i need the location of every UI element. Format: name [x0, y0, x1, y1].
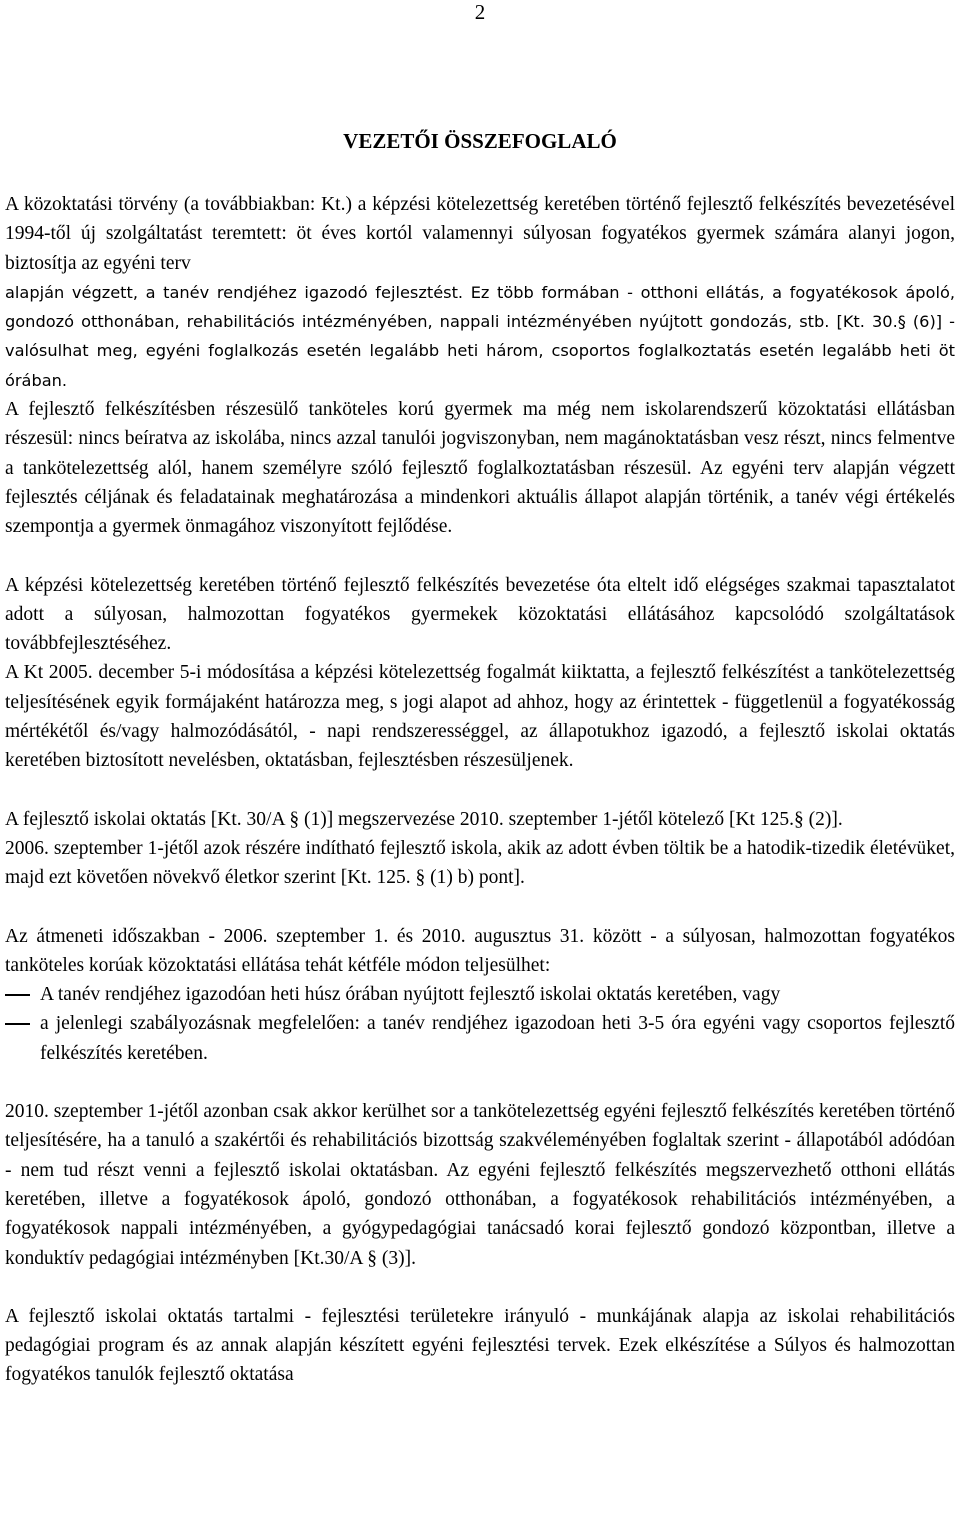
paragraph-gap: [5, 776, 955, 805]
paragraph-development-prep: A fejlesztő felkészítésben részesülő tanköteles korú gyermek ma még nem iskolarendszerű közoktatási ellátásban részesül: nincs beíratva az iskolába, nincs azzal tanulói jogviszonyban, nem magánoktatásban vesz részt, nincs felmentve a tankötelezettség alól, hanem személyre szóló fejlesztő foglalkoztatásban részesül. Az egyéni terv alapján végzett fejlesztés céljának és feladatainak meghatározása a mindenkori aktuális állapot alapján történik, a tanév végi értékelés szempontja a gyermek önmagához viszonyított fejlődése.: [5, 399, 955, 538]
list-item-text: a jelenlegi szabályozásnak megfelelően: a tanév rendjéhez igazodoan heti 3-5 óra egyéni vagy csoportos fejlesztő felkészítés keretében.: [40, 1013, 955, 1064]
paragraph-from-2010: 2010. szeptember 1-jétől azonban csak akkor kerülhet sor a tankötelezettség egyéni fejlesztő felkészítés keretében történő teljesítésére, ha a tanuló a szakértői és rehabilitációs bizottság szakvéleményében foglaltak szerint - állapotából adódóan - nem tud részt venni a fejlesztő iskolai oktatásban. Az egyéni fejlesztő felkészítés megszervezhető otthoni ellátás keretében, illetve a fogyatékosok ápoló, gondozó otthonában, a fogyatékosok rehabilitációs intézményében, a fogyatékosok nappali intézményében, a gyógypedagógiai tanácsadó korai fejlesztő gondozó központban, illetve a konduktív pedagógiai intézményben [Kt.30/A § (3)].: [5, 1101, 955, 1269]
list-item-text: A tanév rendjéhez igazodóan heti húsz órában nyújtott fejlesztő iskolai oktatás keretében, vagy: [40, 984, 781, 1006]
paragraph-intro: A közoktatási törvény (a továbbiakban: Kt.) a képzési kötelezettség keretében történő fejlesztő felkészítés bevezetésével 1994-től új szolgáltatást teremtett: öt éves kortól valamennyi súlyosan fogyatékos gyermek számára alanyi jogon, biztosítja az egyéni terv: [5, 194, 955, 274]
paragraph-gap: [5, 1068, 955, 1097]
paragraph-gap: [5, 1273, 955, 1302]
paragraph-intro-continued: alapján végzett, a tanév rendjéhez igazodó fejlesztést. Ez több formában - otthoni ellátás, a fogyatékosok ápoló, gondozó otthonában, rehabilitációs intézményében, nappali intézményében nyújtott gondozás, stb. [Kt. 30.§ (6)] - valósulhat meg, egyéni foglalkozás esetén legalább heti három, csoportos foglalkoztatás esetén legalább heti öt órában.: [5, 282, 955, 390]
page-number: 2: [474, 0, 486, 24]
paragraph-transition-period: Az átmeneti időszakban - 2006. szeptember 1. és 2010. augusztus 31. között - a súlyosan, halmozottan fogyatékos tanköteles korúak közoktatási ellátása tehát kétféle módon teljesülhet:: [5, 925, 955, 976]
paragraph-mandatory-2010: A fejlesztő iskolai oktatás [Kt. 30/A § (1)] megszervezése 2010. szeptember 1-jétől kötelező [Kt 125.§ (2)].: [5, 808, 843, 830]
paragraph-start-2006: 2006. szeptember 1-jétől azok részére indítható fejlesztő iskola, akik az adott évben töltik be a hatodik-tizedik életévüket, majd ezt követően növekvő életkor szerint [Kt. 125. § (1) b) pont].: [5, 837, 955, 889]
paragraph-content-basis: A fejlesztő iskolai oktatás tartalmi - fejlesztési területekre irányuló - munkájának alapja az iskolai rehabilitációs pedagógiai program és az annak alapján készített egyéni fejlesztési tervek. Ezek elkészítése a Súlyos és halmozottan fogyatékos tanulók fejlesztő oktatása: [5, 1305, 955, 1386]
dash-bullet-icon: [5, 980, 40, 1009]
list-item: [5, 1009, 955, 1068]
paragraph-gap: [5, 893, 955, 922]
dash-bullet-icon: [5, 1009, 40, 1068]
section-title: VEZETŐI ÖSSZEFOGLALÓ: [343, 129, 617, 153]
paragraph-gap: [5, 542, 955, 571]
list-item: [5, 980, 955, 1009]
document-body: [5, 190, 955, 1390]
transition-options-list: [5, 980, 955, 1068]
paragraph-amendment-2005: A Kt 2005. december 5-i módosítása a képzési kötelezettség fogalmát kiiktatta, a fejlesztő felkészítést a tankötelezettség teljesítésének egyik formájaként határozza meg, s jogi alapot ad ahhoz, hogy az érintettek - függetlenül a fogyatékosság mértékétől és/vagy halmozódásától, - napi rendszerességgel, az állapotukhoz igazodó, a fejlesztő iskolai oktatás keretében biztosított nevelésben, oktatásban, fejlesztésben részesüljenek.: [5, 662, 955, 772]
paragraph-experience: A képzési kötelezettség keretében történő fejlesztő felkészítés bevezetése óta eltelt idő elégséges szakmai tapasztalatot adott a súlyosan, halmozottan fogyatékos gyermekek közoktatási ellátásához kapcsolódó szolgáltatások továbbfejlesztéséhez.: [5, 574, 955, 655]
